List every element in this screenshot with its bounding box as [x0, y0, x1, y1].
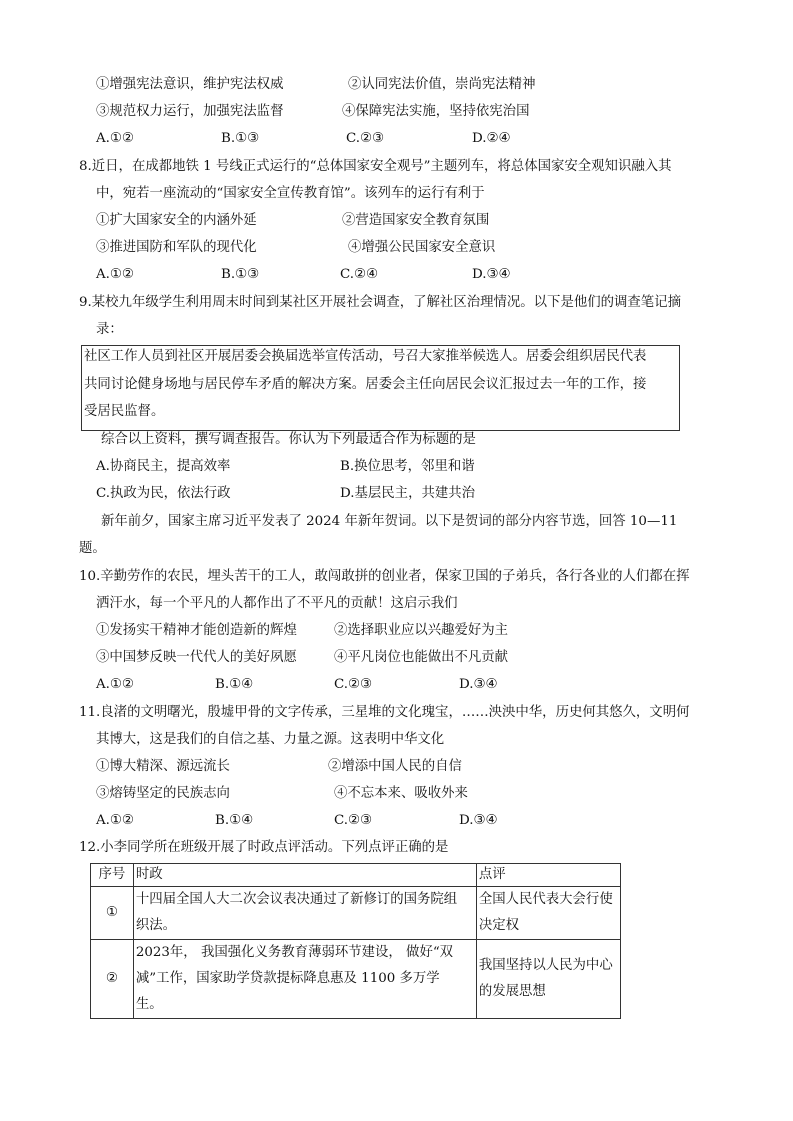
q9-material-line-2: 共同讨论健身场地与居民停车矛盾的解决方案。居委会主任向居民会议汇报过去一年的工作，接 [84, 377, 647, 392]
q7-choice-a: A.①② [96, 131, 134, 146]
q8-option-2: ②营造国家安全教育氛围 [342, 213, 490, 228]
table-row [91, 940, 621, 1019]
q11-option-3: ③熔铸坚定的民族志向 [96, 786, 230, 801]
q9-choice-a: A.协商民主，提高效率 [96, 459, 231, 474]
row-2-news-line-1: 2023年， 我国强化义务教育薄弱环节建设， 做好“双 [135, 945, 454, 960]
q10-option-3: ③中国梦反映一代代人的美好夙愿 [96, 650, 297, 665]
q11-stem-line-1: 11.良渚的文明曙光，殷墟甲骨的文字传承，三星堆的文化瑰宝，……泱泱中华，历史何其悠久，文明何 [79, 705, 690, 720]
q7-option-4: ④保障宪法实施，坚持依宪治国 [342, 104, 530, 119]
q9-question-line: 综合以上资料，撰写调查报告。你认为下列最适合作为标题的是 [101, 432, 476, 447]
q11-choice-c: C.②③ [334, 813, 373, 828]
table-header-row [91, 864, 621, 887]
intro-line-1: 新年前夕，国家主席习近平发表了 2024 年新年贺词。以下是贺词的部分内容节选，回答 10—11 [101, 514, 678, 529]
q10-choice-b: B.①④ [215, 677, 254, 692]
header-news: 时政 [133, 864, 476, 887]
q7-choice-b: B.①③ [221, 131, 260, 146]
row-2-news [133, 940, 476, 1019]
row-1-comment-line-1: 全国人民代表大会行使 [478, 892, 613, 907]
intro-line-2: 题。 [79, 541, 106, 556]
q7-choice-c: C.②③ [346, 131, 385, 146]
row-1-news-line-1: 十四届全国人大二次会议表决通过了新修订的国务院组 [135, 892, 458, 907]
row-1-news [133, 887, 476, 940]
q7-option-1: ①增强宪法意识，维护宪法权威 [96, 77, 284, 92]
q8-choice-a: A.①② [96, 267, 134, 282]
q10-stem-line-2: 洒汗水，每一个平凡的人都作出了不平凡的贡献！这启示我们 [96, 596, 458, 611]
row-2-news-line-3: 生。 [135, 997, 163, 1012]
row-2-comment-line-2: 的发展思想 [478, 984, 546, 999]
q12-stem-line-1: 12.小李同学所在班级开展了时政点评活动。下列点评正确的是 [79, 840, 449, 855]
row-2-news-line-2: 减”工作，国家助学贷款提标降息惠及 1100 多万学 [135, 971, 440, 986]
q10-option-2: ②选择职业应以兴趣爱好为主 [334, 623, 509, 638]
q12-table [90, 863, 621, 1019]
row-2-comment [476, 940, 620, 1019]
q8-option-4: ④增强公民国家安全意识 [348, 240, 496, 255]
row-1-number: ① [91, 887, 134, 940]
q10-stem-line-1: 10.辛勤劳作的农民，埋头苦干的工人，敢闯敢拼的创业者，保家卫国的子弟兵，各行各业的人们都在挥 [79, 569, 690, 584]
q11-option-4: ④不忘本来、吸收外来 [334, 786, 468, 801]
row-1-comment-line-2: 决定权 [478, 918, 519, 933]
q8-choice-d: D.③④ [472, 267, 511, 282]
row-1-comment [476, 887, 620, 940]
q9-stem-line-1: 9.某校九年级学生利用周末时间到某社区开展社会调查，了解社区治理情况。以下是他们的调查笔记摘 [79, 295, 681, 310]
q7-choice-d: D.②④ [472, 131, 511, 146]
q10-option-1: ①发扬实干精神才能创造新的辉煌 [96, 623, 297, 638]
q8-choice-c: C.②④ [340, 267, 379, 282]
q9-choice-b: B.换位思考，邻里和谐 [340, 459, 475, 474]
q11-option-2: ②增添中国人民的自信 [328, 759, 462, 774]
q8-stem-line-1: 8.近日，在成都地铁 1 号线正式运行的“总体国家安全观号”主题列车，将总体国家安全观知识融入其 [79, 159, 672, 174]
q8-stem-line-2: 中，宛若一座流动的“国家安全宣传教育馆”。该列车的运行有利于 [96, 186, 485, 201]
q11-choice-d: D.③④ [459, 813, 498, 828]
table-row [91, 887, 621, 940]
q9-choice-d: D.基层民主，共建共治 [340, 486, 476, 501]
q9-material-line-1: 社区工作人员到社区开展居委会换届选举宣传活动，号召大家推举候选人。居委会组织居民代表 [84, 349, 647, 364]
q11-choice-a: A.①② [96, 813, 134, 828]
q11-option-1: ①博大精深、源远流长 [96, 759, 230, 774]
header-comment: 点评 [476, 864, 620, 887]
q9-material-line-3: 受居民监督。 [84, 404, 165, 419]
row-2-comment-line-1: 我国坚持以人民为中心 [478, 958, 613, 973]
q9-stem-line-2: 录： [96, 322, 123, 337]
q7-option-3: ③规范权力运行，加强宪法监督 [96, 104, 284, 119]
q10-choice-d: D.③④ [459, 677, 498, 692]
row-1-news-line-2: 织法。 [135, 918, 176, 933]
row-2-number: ② [91, 940, 134, 1019]
q9-material-box [81, 345, 680, 431]
q8-option-3: ③推进国防和军队的现代化 [96, 240, 257, 255]
q10-choice-c: C.②③ [334, 677, 373, 692]
q8-choice-b: B.①③ [221, 267, 260, 282]
q10-choice-a: A.①② [96, 677, 134, 692]
q9-choice-c: C.执政为民，依法行政 [96, 486, 231, 501]
q11-stem-line-2: 其博大，这是我们的自信之基、力量之源。这表明中华文化 [96, 732, 445, 747]
q8-option-1: ①扩大国家安全的内涵外延 [96, 213, 257, 228]
q7-option-2: ②认同宪法价值，崇尚宪法精神 [348, 77, 536, 92]
q10-option-4: ④平凡岗位也能做出不凡贡献 [334, 650, 509, 665]
header-number: 序号 [91, 864, 134, 887]
q11-choice-b: B.①④ [215, 813, 254, 828]
